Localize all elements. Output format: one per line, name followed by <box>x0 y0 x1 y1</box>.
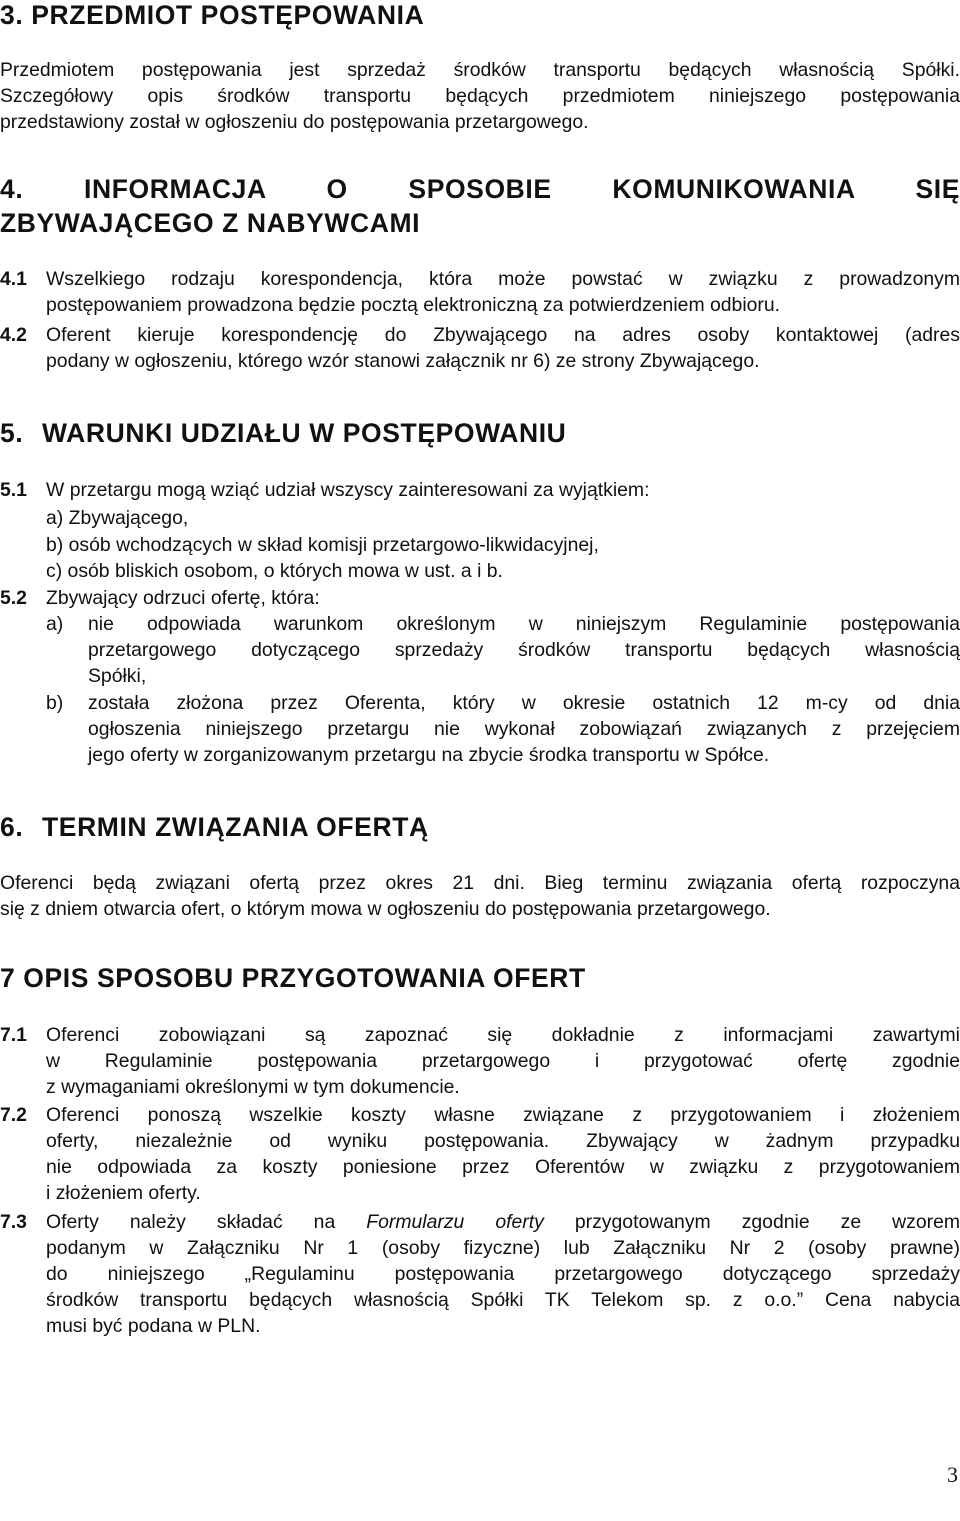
text-line: Oferenci ponoszą wszelkie koszty własne związane z przygotowaniem i złożeniem <box>46 1104 960 1126</box>
section-4-heading-line1: 4. INFORMACJA O SPOSOBIE KOMUNIKOWANIA SIĘ <box>0 174 960 204</box>
text-line: podanym w Załączniku Nr 1 (osoby fizyczne) lub Załączniku Nr 2 (osoby prawne) <box>46 1237 960 1259</box>
text-line: musi być podana w PLN. <box>46 1315 261 1337</box>
section-number: 5. <box>0 418 24 448</box>
clause-number: 4.1 <box>0 268 27 290</box>
clause-4-1 <box>0 266 960 318</box>
clause-5-2 <box>0 585 960 611</box>
text-line: Szczegółowy opis środków transportu będących przedmiotem niniejszego postępowania <box>0 85 960 107</box>
list-marker: a) <box>46 613 64 635</box>
clause-7-3 <box>0 1209 960 1339</box>
form-name-italic: Formularzu oferty <box>366 1211 544 1233</box>
text-line <box>46 1209 960 1235</box>
clause-5-1 <box>0 477 960 503</box>
section-4-heading-line2: ZBYWAJĄCEGO Z NABYWCAMI <box>0 208 421 238</box>
text-line: do niniejszego „Regulaminu postępowania przetargowego dotyczącego sprzedaży <box>46 1263 960 1285</box>
text-line: nie odpowiada za koszty poniesione przez Oferentów w związku z przygotowaniem <box>46 1156 960 1178</box>
text-line: Oferent kieruje korespondencję do Zbywającego na adres osoby kontaktowej (adres <box>46 324 960 346</box>
list-item-a: a) Zbywającego, <box>46 507 189 529</box>
text-line: środków transportu będących własnością Spółki TK Telekom sp. z o.o.” Cena nabycia <box>46 1289 960 1311</box>
text-line: Spółki, <box>88 665 147 687</box>
clause-text: Zbywający odrzuci ofertę, która: <box>46 587 320 609</box>
clause-7-1 <box>0 1022 960 1100</box>
clause-4-2 <box>0 322 960 374</box>
section-title: TERMIN ZWIĄZANIA OFERTĄ <box>42 812 429 842</box>
text-line: przetargowego dotyczącego sprzedaży środków transportu będących własnością <box>88 639 960 661</box>
text-run: przygotowanym zgodnie ze wzorem <box>574 1211 960 1233</box>
text-line: Oferenci będą związani ofertą przez okres 21 dni. Bieg terminu związania ofertą rozpoczyna <box>0 872 960 894</box>
section-3-paragraph <box>0 57 960 135</box>
clause-number: 7.2 <box>0 1104 27 1126</box>
page-number: 3 <box>947 1462 958 1487</box>
list-marker: b) <box>46 692 64 714</box>
list-item-c: c) osób bliskich osobom, o których mowa w ust. a i b. <box>46 560 503 582</box>
text-line: Oferenci zobowiązani są zapoznać się dokładnie z informacjami zawartymi <box>46 1024 960 1046</box>
list-item-b: b) osób wchodzących w skład komisji przetargowo-likwidacyjnej, <box>46 534 599 556</box>
section-number: 6. <box>0 812 24 842</box>
text-line: przedstawiony został w ogłoszeniu do postępowania przetargowego. <box>0 111 589 133</box>
text-line: ogłoszenia niniejszego przetargu nie wykonał zobowiązań związanych z przejęciem <box>88 718 960 740</box>
text-line: Wszelkiego rodzaju korespondencja, która może powstać w związku z prowadzonym <box>46 268 960 290</box>
text-line: została złożona przez Oferenta, który w okresie ostatnich 12 m-cy od dnia <box>88 692 960 714</box>
text-line: się z dniem otwarcia ofert, o którym mowa w ogłoszeniu do postępowania przetargowego. <box>0 898 771 920</box>
section-5-heading <box>0 416 566 450</box>
text-run: Oferty należy składać na <box>46 1211 336 1233</box>
clause-number: 7.3 <box>0 1211 27 1233</box>
clause-number: 5.1 <box>0 479 27 501</box>
text-line: Przedmiotem postępowania jest sprzedaż środków transportu będących własnością Spółki. <box>0 59 960 81</box>
text-line: oferty, niezależnie od wyniku postępowania. Zbywający w żadnym przypadku <box>46 1130 960 1152</box>
list-item-a <box>46 611 960 689</box>
section-6-paragraph <box>0 870 960 922</box>
section-title: WARUNKI UDZIAŁU W POSTĘPOWANIU <box>42 418 567 448</box>
clause-text: W przetargu mogą wziąć udział wszyscy zainteresowani za wyjątkiem: <box>46 479 650 501</box>
text-line: postępowaniem prowadzona będzie pocztą elektroniczną za potwierdzeniem odbioru. <box>46 294 781 316</box>
clause-number: 5.2 <box>0 587 27 609</box>
text-line: nie odpowiada warunkom określonym w niniejszym Regulaminie postępowania <box>88 613 960 635</box>
section-3-heading: 3. PRZEDMIOT POSTĘPOWANIA <box>0 0 425 30</box>
clause-7-2 <box>0 1102 960 1206</box>
list-item-b <box>46 690 960 768</box>
section-6-heading <box>0 810 429 844</box>
text-line: podany w ogłoszeniu, którego wzór stanowi załącznik nr 6) ze strony Zbywającego. <box>46 350 760 372</box>
clause-number: 7.1 <box>0 1024 27 1046</box>
text-line: jego oferty w zorganizowanym przetargu na zbycie środka transportu w Spółce. <box>88 744 770 766</box>
text-line: i złożeniem oferty. <box>46 1182 201 1204</box>
section-7-heading: 7 OPIS SPOSOBU PRZYGOTOWANIA OFERT <box>0 963 586 993</box>
text-line: z wymaganiami określonymi w tym dokumencie. <box>46 1076 460 1098</box>
text-line: w Regulaminie postępowania przetargowego i przygotować ofertę zgodnie <box>46 1050 960 1072</box>
clause-number: 4.2 <box>0 324 27 346</box>
